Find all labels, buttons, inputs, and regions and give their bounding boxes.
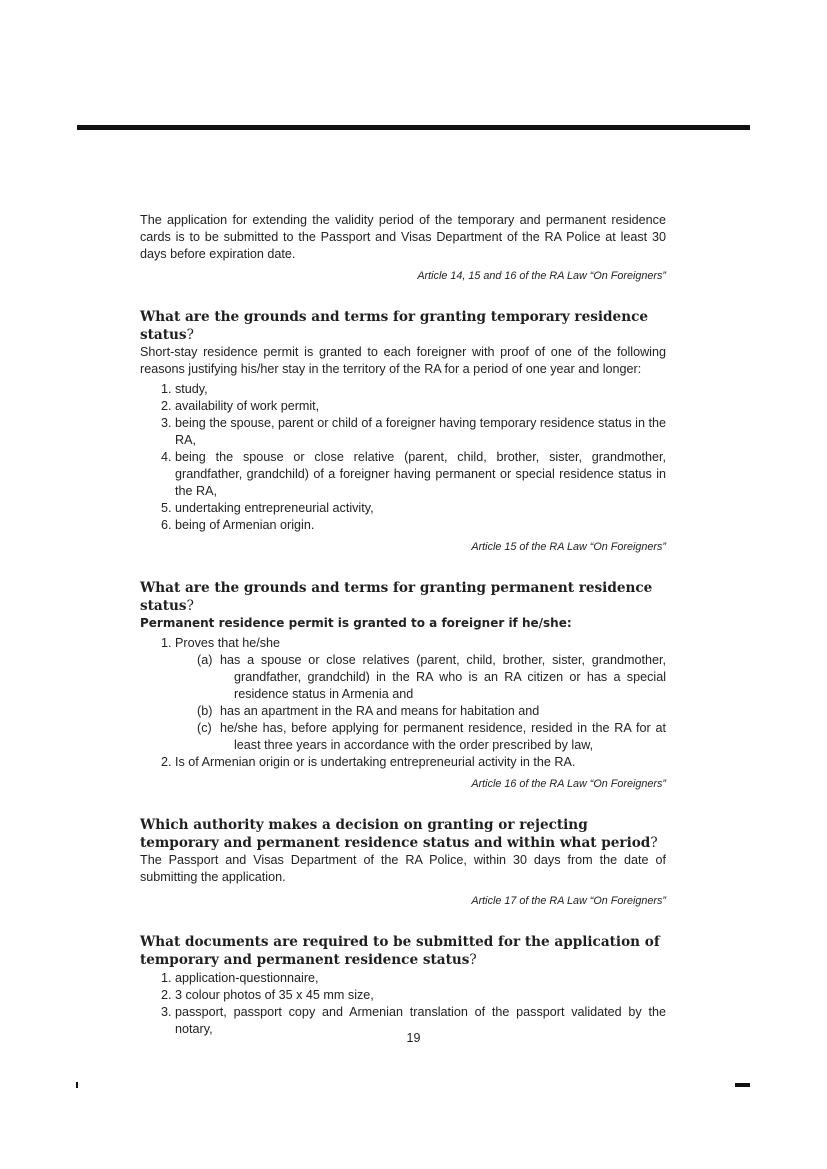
temporary-grounds-list bbox=[140, 381, 666, 534]
list-item: 4. being the spouse or close relative (parent, child, brother, sister, grandmother, grandfather, grandchild) of a foreigner having permanent or special residence status in the RA, bbox=[175, 449, 666, 500]
permanent-grounds-list bbox=[140, 635, 666, 771]
section-permanent-reference: Article 16 of the RA Law “On Foreigners” bbox=[471, 778, 666, 790]
list-item: 2. 3 colour photos of 35 x 45 mm size, bbox=[175, 987, 666, 1004]
sub-list bbox=[175, 652, 666, 754]
list-item: 3. being the spouse, parent or child of a foreigner having temporary residence status in the RA, bbox=[175, 415, 666, 449]
section-temporary-reference: Article 15 of the RA Law “On Foreigners” bbox=[471, 541, 666, 553]
list-item: 2. Is of Armenian origin or is undertaking entrepreneurial activity in the RA. bbox=[175, 754, 666, 771]
documents-list bbox=[140, 970, 666, 1038]
list-item: 1. application-questionnaire, bbox=[175, 970, 666, 987]
section-documents-heading: What documents are required to be submitted for the application of temporary and permanent residence status? bbox=[140, 934, 660, 968]
intro-reference: Article 14, 15 and 16 of the RA Law “On Foreigners” bbox=[417, 270, 666, 282]
section-authority-body: The Passport and Visas Department of the RA Police, within 30 days from the date of submitting the application. bbox=[140, 853, 666, 884]
section-permanent-heading: What are the grounds and terms for granting permanent residence status? bbox=[140, 580, 653, 614]
page-content bbox=[140, 212, 666, 1038]
sub-list-item: (c) he/she has, before applying for permanent residence, resided in the RA for at least three years in accordance with the order prescribed by law, bbox=[197, 721, 666, 752]
section-authority-heading: Which authority makes a decision on granting or rejecting temporary and permanent residence status and within what period? bbox=[140, 817, 658, 851]
list-item: 5. undertaking entrepreneurial activity, bbox=[175, 500, 666, 517]
list-item: 1. study, bbox=[175, 381, 666, 398]
sub-list-item: (a) has a spouse or close relatives (parent, child, brother, sister, grandmother, grandfather, grandchild) in the RA who is an RA citizen or has a special residence status in Armenia and bbox=[197, 653, 666, 701]
intro-paragraph: The application for extending the validity period of the temporary and permanent residence cards is to be submitted to the Passport and Visas Department of the RA Police at least 30 days before expiration date. bbox=[140, 213, 666, 261]
section-temporary-heading: What are the grounds and terms for granting temporary residence status? bbox=[140, 309, 649, 343]
list-item: 1. Proves that he/she (a) has a spouse or close relatives (parent, child, brother, sister, grandmother, grandfather, grandchild) in the RA who is an RA citizen or has a special residence status in Armenia and (b) has an apartment in the RA and means for habitation and (c) he/she has, before applying for permanent residence, resided in the RA for at least three years in accordance with the order prescribed by law, bbox=[175, 635, 666, 754]
header-rule bbox=[77, 125, 750, 130]
sub-list-item: (b) has an apartment in the RA and means for habitation and bbox=[197, 704, 540, 718]
section-temporary-lead: Short-stay residence permit is granted to each foreigner with proof of one of the following reasons justifying his/her stay in the territory of the RA for a period of one year and longer: bbox=[140, 345, 666, 376]
list-item: 3. passport, passport copy and Armenian translation of the passport validated by the notary, bbox=[175, 1004, 666, 1038]
list-item: 2. availability of work permit, bbox=[175, 398, 666, 415]
list-item: 6. being of Armenian origin. bbox=[175, 517, 666, 534]
page-number: 19 bbox=[406, 1031, 421, 1045]
section-authority-reference: Article 17 of the RA Law “On Foreigners” bbox=[471, 895, 666, 907]
crop-mark-left bbox=[76, 1082, 78, 1088]
crop-mark-right bbox=[735, 1083, 750, 1087]
section-permanent-lead: Permanent residence permit is granted to a foreigner if he/she: bbox=[140, 616, 572, 630]
